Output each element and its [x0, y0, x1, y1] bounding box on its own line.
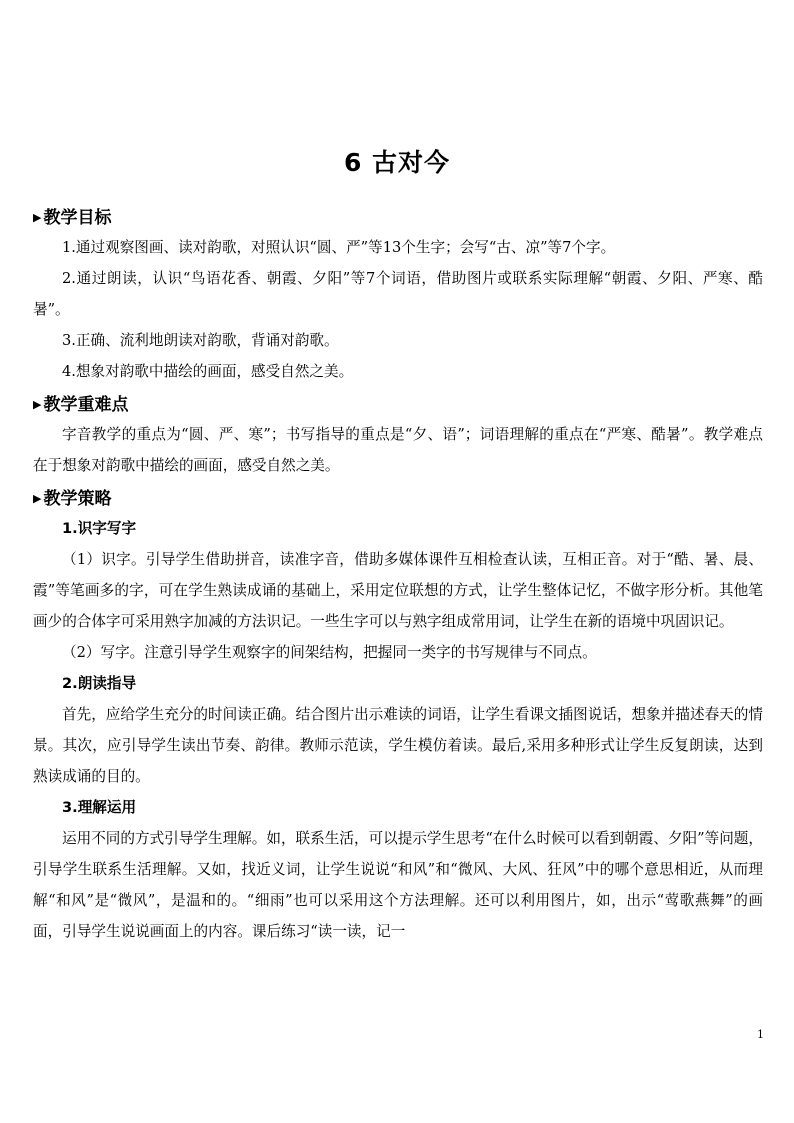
strategy-literacy-paragraph: （1）识字。引导学生借助拼音，读准字音，借助多媒体课件互相检查认读，互相正音。对于“酷、暑、晨、霞”等笔画多的字，可在学生熟读成诵的基础上，采用定位联想的方式，让学生整体记忆，不做字形分析。其他笔画少的合体字可采用熟字加减的方法识记。一些生字可以与熟字组成常用词，让学生在新的语境中巩固识记。 [33, 551, 763, 630]
heading-key-points [33, 391, 763, 419]
document-body [33, 200, 763, 947]
strategy-writing-paragraph: （2）写字。注意引导学生观察字的间架结构，把握同一类字的书写规律与不同点。 [62, 644, 597, 661]
strategy-understanding-paragraph: 运用不同的方式引导学生理解。如，联系生活，可以提示学生思考“在什么时候可以看到朝霞、夕阳”等问题，引导学生联系生活理解。又如，找近义词，让学生说说“和风”和“微风、大风、狂风”中的哪个意思相近，从而理解“和风”是“微风”，是温和的。“细雨”也可以采用这个方法理解。还可以利用图片，如，出示“莺歌燕舞”的画面，引导学生说说画面上的内容。课后练习“读一读，记一 [33, 830, 763, 940]
heading-text: 教学目标 [43, 208, 112, 228]
subheading-literacy-writing: 1.识字写字 [62, 520, 137, 537]
triangle-bullet-icon: ▶ [33, 492, 42, 505]
page-title: 6 古对今 [343, 148, 451, 177]
page-number: 1 [757, 1028, 764, 1041]
goal-item-4: 4.想象对韵歌中描绘的画面，感受自然之美。 [62, 363, 354, 380]
key-points-paragraph: 字音教学的重点为“圆、严、寒”；书写指导的重点是“夕、语”；词语理解的重点在“严寒、酷暑”。教学难点在于想象对韵歌中描绘的画面，感受自然之美。 [33, 426, 763, 474]
heading-strategy [33, 485, 763, 513]
heading-text: 教学策略 [43, 489, 112, 509]
heading-teaching-goals [33, 204, 763, 232]
goal-item-3: 3.正确、流利地朗读对韵歌，背诵对韵歌。 [62, 332, 339, 349]
triangle-bullet-icon: ▶ [33, 398, 42, 411]
heading-text: 教学重难点 [43, 395, 129, 415]
strategy-reading-paragraph: 首先，应给学生充分的时间读正确。结合图片出示难读的词语，让学生看课文插图说话，想象并描述春天的情景。其次，应引导学生读出节奏、韵律。教师示范读，学生模仿着读。最后,采用多种形式让学生反复朗读，达到熟读成诵的目的。 [33, 706, 763, 785]
subheading-understanding-application: 3.理解运用 [62, 799, 137, 816]
subheading-reading-guidance: 2.朗读指导 [62, 675, 137, 692]
triangle-bullet-icon: ▶ [33, 211, 42, 224]
goal-item-2: 2.通过朗读，认识“鸟语花香、朝霞、夕阳”等7个词语，借助图片或联系实际理解“朝霞、夕阳、严寒、酷暑”。 [33, 270, 763, 318]
goal-item-1: 1.通过观察图画、读对韵歌，对照认识“圆、严”等13个生字；会写“古、凉”等7个字。 [62, 239, 616, 256]
